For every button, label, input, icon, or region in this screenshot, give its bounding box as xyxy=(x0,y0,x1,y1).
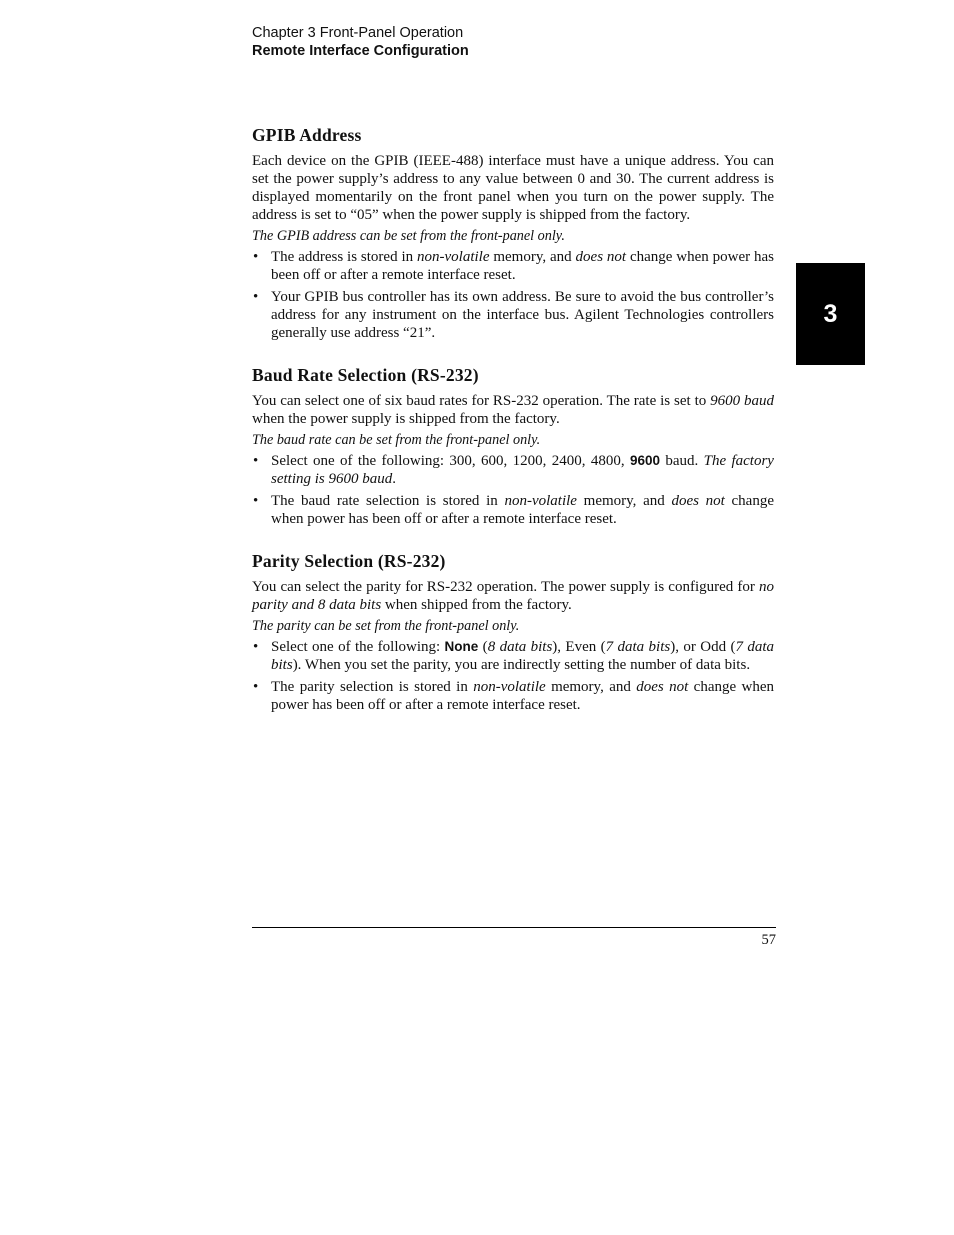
gpib-bullet-2: • Your GPIB bus controller has its own address. Be sure to avoid the bus controller’s address for any instrument on the interface bus. Agilent Technologies controllers generally use address “21”. xyxy=(252,288,774,342)
chapter-title: Chapter 3 Front-Panel Operation xyxy=(252,25,464,41)
baud-bullets xyxy=(252,452,774,528)
parity-bullets xyxy=(252,638,774,714)
baud-body: You can select one of six baud rates for RS-232 operation. The rate is set to 9600 baud when the power supply is shipped from the factory. xyxy=(252,393,775,427)
section-title: Remote Interface Configuration xyxy=(252,43,469,59)
baud-note: The baud rate can be set from the front-panel only. xyxy=(252,432,541,448)
baud-bullet-1: • Select one of the following: 300, 600, 1200, 2400, 4800, 9600 baud. The factory setting is 9600 baud. xyxy=(252,452,774,488)
parity-body: You can select the parity for RS-232 operation. The power supply is configured for no parity and 8 data bits when shipped from the factory. xyxy=(252,579,774,613)
running-header xyxy=(252,24,469,60)
footer-rule xyxy=(252,927,776,928)
page-content xyxy=(252,124,774,718)
baud-bullet-2: • The baud rate selection is stored in non-volatile memory, and does not change when power has been off or after a remote interface reset. xyxy=(252,492,774,528)
baud-heading: Baud Rate Selection (RS-232) xyxy=(252,365,479,385)
gpib-body: Each device on the GPIB (IEEE-488) interface must have a unique address. You can set the power supply’s address to any value between 0 and 30. The current address is displayed momentarily on the front panel when you turn on the power supply. The address is set to “05” when the power supply is shipped from the factory. xyxy=(252,153,774,223)
gpib-heading: GPIB Address xyxy=(252,125,362,145)
gpib-note: The GPIB address can be set from the front-panel only. xyxy=(252,228,565,244)
gpib-bullet-1: • The address is stored in non-volatile memory, and does not change when power has been off or after a remote interface reset. xyxy=(252,248,774,284)
chapter-thumb-tab xyxy=(796,263,865,365)
parity-note: The parity can be set from the front-panel only. xyxy=(252,618,520,634)
section-parity xyxy=(252,550,774,714)
section-gpib-address xyxy=(252,124,774,342)
gpib-bullets xyxy=(252,248,774,342)
parity-bullet-2: • The parity selection is stored in non-volatile memory, and does not change when power has been off or after a remote interface reset. xyxy=(252,678,774,714)
parity-bullet-1: • Select one of the following: None (8 data bits), Even (7 data bits), or Odd (7 data bits). When you set the parity, you are indirectly setting the number of data bits. xyxy=(252,638,774,674)
section-baud-rate xyxy=(252,364,774,528)
parity-heading: Parity Selection (RS-232) xyxy=(252,551,446,571)
page-number: 57 xyxy=(761,932,776,948)
chapter-tab-number: 3 xyxy=(823,299,838,328)
